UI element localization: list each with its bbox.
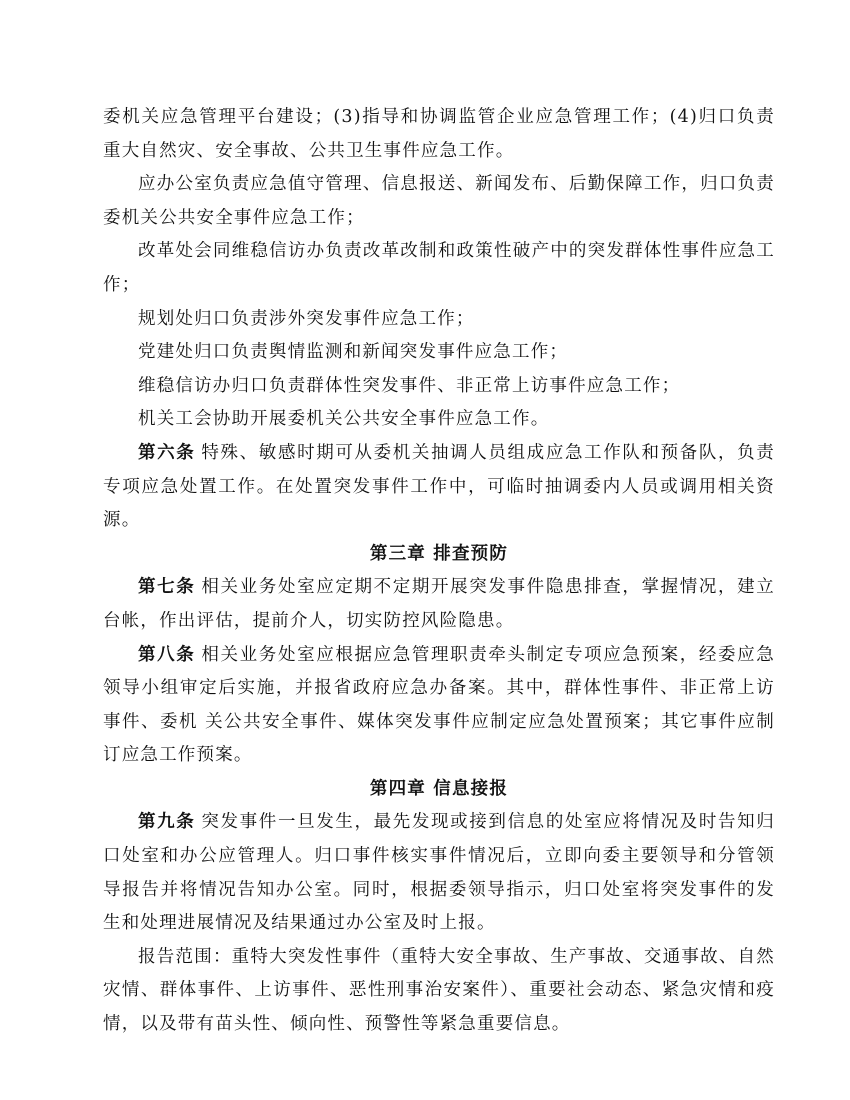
chapter-heading: 第三章 排查预防	[369, 543, 509, 564]
article-paragraph	[103, 571, 775, 638]
paragraph-text: 机关工会协助开展委机关公共安全事件应急工作。	[138, 409, 550, 430]
paragraph-text: 改革处会同维稳信访办负责改革改制和政策性破产中的突发群体性事件应急工作；	[103, 241, 775, 295]
article-paragraph	[103, 806, 775, 940]
body-paragraph	[103, 303, 775, 337]
article-label: 第九条	[138, 812, 196, 833]
paragraph-text: 规划处归口负责涉外突发事件应急工作；	[138, 308, 475, 329]
paragraph-text: 党建处归口负责舆情监测和新闻突发事件应急工作；	[138, 342, 569, 363]
article-paragraph	[103, 437, 775, 538]
article-label: 第六条	[138, 442, 196, 463]
paragraph-text: 委机关应急管理平台建设；(3)指导和协调监管企业应急管理工作；(4)归口负责重大自然灾、安全事故、公共卫生事件应急工作。	[103, 107, 775, 161]
paragraph-text: 维稳信访办归口负责群体性突发事件、非正常上访事件应急工作；	[138, 375, 681, 396]
body-paragraph	[103, 168, 775, 235]
body-paragraph	[103, 403, 775, 437]
paragraph-text: 相关业务处室应定期不定期开展突发事件隐患排查，掌握情况，建立台帐，作出评估，提前介人，切实防控风险隐患。	[103, 577, 775, 631]
article-label: 第八条	[138, 644, 196, 665]
chapter-heading: 第四章 信息接报	[369, 778, 509, 799]
body-paragraph	[103, 235, 775, 302]
paragraph-text: 应办公室负责应急值守管理、信息报送、新闻发布、后勤保障工作，归口负责委机关公共安全事件应急工作；	[103, 174, 775, 228]
article-paragraph	[103, 639, 775, 773]
body-paragraph	[103, 370, 775, 404]
paragraph-text: 特殊、敏感时期可从委机关抽调人员组成应急工作队和预备队，负责专项应急处置工作。在处置突发事件工作中，可临时抽调委内人员或调用相关资源。	[103, 442, 775, 531]
paragraph-text: 相关业务处室应根据应急管理职责牵头制定专项应急预案，经委应急领导小组审定后实施，并报省政府应急办备案。其中，群体性事件、非正常上访事件、委机 关公共安全事件、媒体突发事件应制定应急处置预案；其它事件应制订应急工作预案。	[103, 644, 775, 766]
paragraph-text: 报告范围：重特大突发性事件（重特大安全事故、生产事故、交通事故、自然灾情、群体事件、上访事件、恶性刑事治安案件）、重要社会动态、紧急灾情和疫情，以及带有苗头性、倾向性、预警性等紧急重要信息。	[103, 946, 775, 1035]
continued-paragraph	[103, 101, 775, 168]
body-paragraph	[103, 941, 775, 1042]
document-body	[103, 101, 775, 1042]
body-paragraph	[103, 336, 775, 370]
paragraph-text: 突发事件一旦发生，最先发现或接到信息的处室应将情况及时告知归口处室和办公应管理人。归口事件核实事件情况后，立即向委主要领导和分管领导报告并将情况告知办公室。同时，根据委领导指示，归口处室将突发事件的发生和处理进展情况及结果通过办公室及时上报。	[103, 812, 775, 934]
article-label: 第七条	[138, 577, 196, 598]
